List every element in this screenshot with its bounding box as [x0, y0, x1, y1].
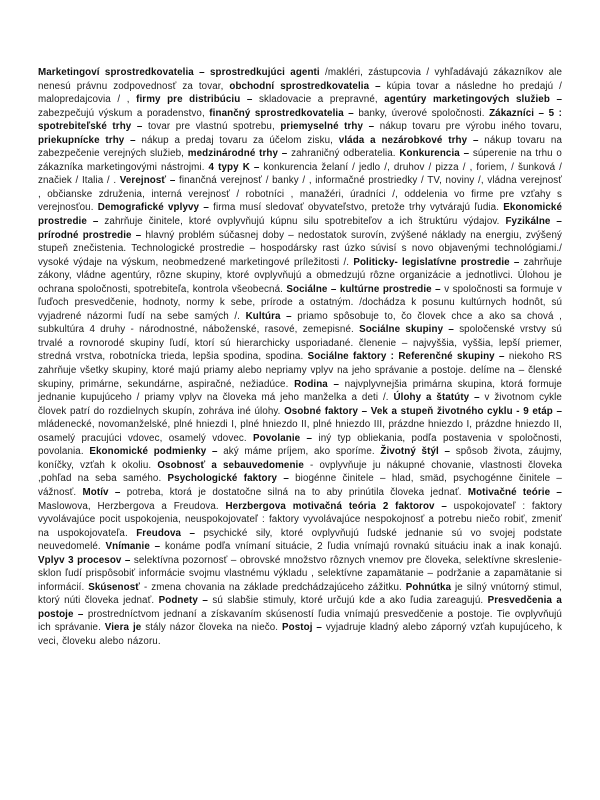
- document-text: Marketingoví sprostredkovatelia – sprostredkujúci agenti /makléri, zástupcovia / vyhľadávajú zákazníkov ale nenesú právnu zodpovednosť za tovar, obchodní sprostredkovatelia – kúpia tovar a následne ho predajú / malopredajcovia / , firmy pre distribúciu – skladovacie a prepravné, agentúry marketingových služieb – zabezpečujú výskum a poradenstvo, finančný sprostredkovatelia – banky, úverové spoločnosti. Zákazníci – 5 : spotrebiteľské trhy – tovar pre vlastnú spotrebu, priemyselné trhy – nákup tovaru pre výrobu iného tovaru, priekupnícke trhy – nákup a predaj tovaru za účelom zisku, vláda a nezárobkové trhy – nákup tovaru na zabezpečenie verejných služieb, medzinárodné trhy – zahraničný odberatelia. Konkurencia – súperenie na trhu o zákazníka marketingovými nástrojmi. 4 typy K – konkurencia želaní / jedlo /, druhov / pizza / , foriem, / šunková / značiek / Italia / . Verejnosť – finančná verejnosť / banky / , informačné prostriedky / TV, noviny /, vládna verejnosť , občianske združenia, interná verejnosť / robotníci , manažéri, úradníci /, oddelenia vo firme pre vzťahy s verejnosťou. Demografické vplyvy – firma musí sledovať obyvateľstvo, pretože trhy vytvárajú ľudia. Ekonomické prostredie – zahrňuje činitele, ktoré ovplyvňujú kúpnu silu spotrebiteľov a ich štruktúru výdajov. Fyzikálne – prírodné prostredie – hlavný problém súčasnej doby – nedostatok surovín, zvýšené náklady na energiu, zvýšený stupeň znečistenia. Technologické prostredie – hospodársky rast úzko súvisí s novo objavenými technológiami./ vysoké výdaje na výskum, neobmedzené marketingové príležitosti /. Politicky- legislatívne prostredie – zahrňuje zákony, vládne agentúry, rôzne skupiny, ktoré ovplyvňujú a obmedzujú rôzne organizácie a jednotlivci. Úlohou je ochrana spoločnosti, spotrebiteľa, kontrola všeobecná. Sociálne – kultúrne prostredie – v spoločnosti sa formuje v ľuďoch presvedčenie, hodnoty, normy k sebe, prírode a ostatným. /dochádza k posunu kultúrnych hodnôt, sú vyjadrené názormi ľudí na sebe samých /. Kultúra – priamo spôsobuje to, čo človek chce a ako sa chová , subkultúra 4 druhy - národnostné, náboženské, rasové, zemepisné. Sociálne skupiny – spoločenské vrstvy sú trvalé a rovnorodé skupiny ľudí, ktorí sú hierarchicky usporiadané. členenie – najvyššia, vyššia, lepší priemer, stredná vrstva, robotnícka trieda, lepšia spodina, spodina. Sociálne faktory : Referenčné skupiny – niekoho RS zahrňuje všetky skupiny, ktoré majú priamy alebo nepriamy vplyv na jeho správanie a postoje. delíme na – členské skupiny, primárne, sekundárne, aspiračné, nežiadúce. Rodina – najvplyvnejšia primárna skupina, ktorá formuje jednanie kupujúceho / priamy vplyv na človeka má jeho manželka a deti /. Úlohy a štatúty – v životnom cykle človek patrí do rozdielnych skupín, zohráva iné úlohy. Osobné faktory – Vek a stupeň životného cyklu - 9 etáp – mládenecké, novomanželské, plné hniezdi I, plné hniezdo II, plné hniezdo III, prázdne hniezdo I, prázdne hniezdo II, osamelý pracujúci vdovec, osamelý vdovec. Povolanie – iný typ obliekania, podľa postavenia v spoločnosti, povolania. Ekonomické podmienky – aký máme príjem, ako sporíme. Životný štýl – spôsob života, záujmy, koníčky, vzťah k okoliu. Osobnosť a sebauvedomenie - ovplyvňuje ju nákupné chovanie, vlastnosti človeka ,pohľad na seba samého. Psychologické faktory – biogénne činitele – hlad, smäd, psychogénne činitele – vážnosť. Motív – potreba, ktorá je dostatočne silná na to aby prinútila človeka jednať. Motivačné teórie – Maslowova, Herzbergova a Freudova. Herzbergova motivačná teória 2 faktorov – uspokojovateľ : faktory vyvolávajúce pocit uspokojenia, neuspokojovateľ : faktory vyvolávajúce nespokojnosť a potrebu niečo robiť, zmeniť na uspokojovateľa. Freudova – psychické sily, ktoré ovplyvňujú ľudské jednanie sú vo svojej podstate neuvedomelé. Vnímanie – konáme podľa vnímaní situácie, 2 ľudia vnímajú rovnakú situáciu inak a inak konajú. Vplyv 3 procesov – selektívna pozornosť – obrovské množstvo rôznych vnemov pre človeka, selektívne skreslenie- sklon ľudí prispôsobiť informácie svojmu vlastnému výkladu , selektívne zapamätanie – podržanie a zapamätanie si informácií. Skúsenosť - zmena chovania na základe predchádzajúceho zážitku. Pohnútka je silný vnútorný stimul, ktorý núti človeka jednať. Podnety – sú slabšie stimuly, ktoré určujú kde a ako ľudia zareagujú. Presvedčenia a postoje – prostredníctvom jednaní a získavaním skúseností ľudia vnímajú presvedčenie a postoje. Tie ovplyvňujú ich správanie. Viera je stály názor človeka na niečo. Postoj – vyjadruje kladný alebo záporný vzťah kupujúceho, k veci, človeku alebo názoru.: [38, 67, 563, 647]
